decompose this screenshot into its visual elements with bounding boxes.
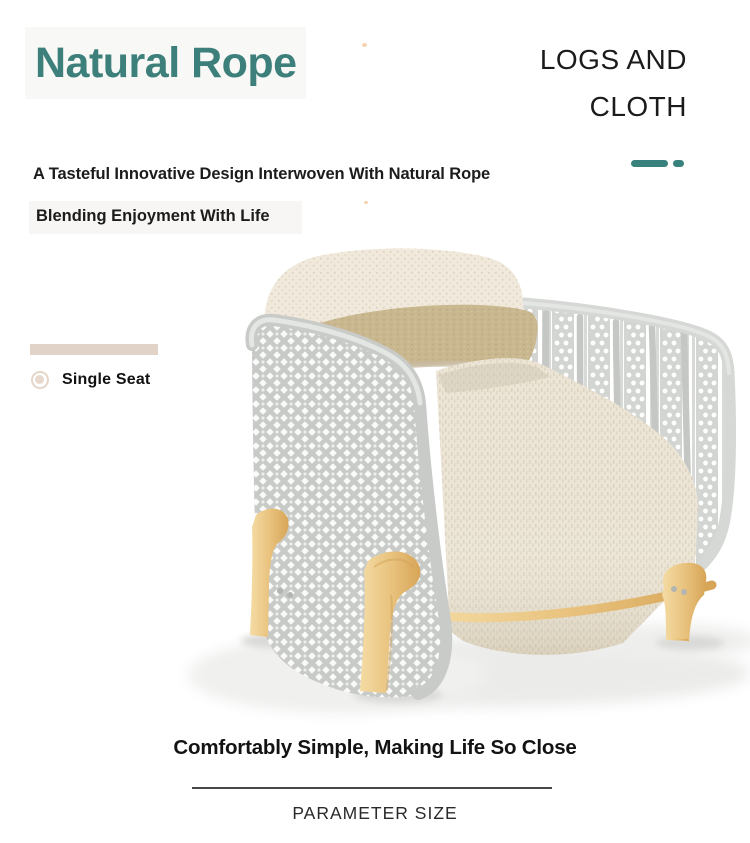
accent-dash-long-icon	[631, 160, 668, 167]
section-divider	[192, 787, 552, 789]
accent-underline	[631, 160, 684, 167]
footer-slogan: Comfortably Simple, Making Life So Close	[173, 736, 577, 759]
brand-line-2: CLOTH	[589, 91, 687, 122]
title-box	[25, 27, 306, 99]
option-label: Single Seat	[62, 371, 151, 388]
brand-line-1: LOGS AND	[539, 44, 687, 75]
parameter-size-label: PARAMETER SIZE	[292, 803, 458, 823]
product-image	[228, 243, 738, 713]
color-swatch-bar	[30, 344, 158, 355]
left-arm-weave	[251, 320, 446, 698]
brand-lockup	[540, 36, 687, 130]
decorative-speck	[364, 201, 368, 204]
radio-icon	[31, 371, 49, 389]
accent-dash-short-icon	[673, 160, 684, 167]
decorative-speck	[362, 43, 367, 47]
intro-line-2: Blending Enjoyment With Life	[29, 201, 302, 234]
intro-line-1: A Tasteful Innovative Design Interwoven With Natural Rope	[33, 165, 491, 183]
option-single-seat[interactable]	[31, 371, 150, 389]
page-title: Natural Rope	[35, 38, 297, 87]
armchair-illustration	[228, 243, 738, 713]
